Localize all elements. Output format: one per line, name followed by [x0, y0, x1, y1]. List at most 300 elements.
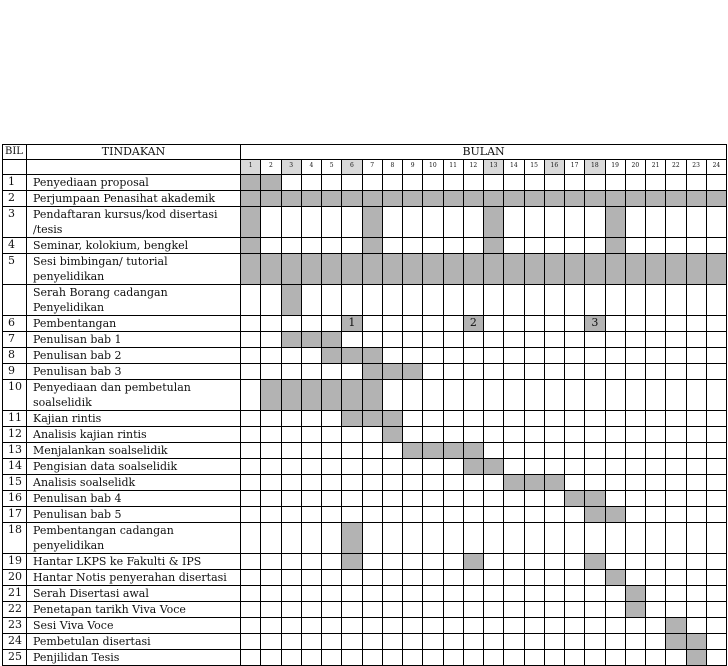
empty-month-cell: [706, 554, 726, 570]
empty-month-cell: [301, 554, 321, 570]
empty-month-cell: [261, 554, 281, 570]
filled-month-cell: [463, 254, 483, 285]
empty-month-cell: [484, 523, 504, 554]
row-bil-number: 8: [3, 348, 27, 364]
empty-month-cell: [382, 634, 402, 650]
filled-month-cell: [544, 254, 564, 285]
filled-month-cell: [686, 191, 706, 207]
empty-month-cell: [666, 459, 686, 475]
empty-month-cell: [625, 285, 645, 316]
empty-month-cell: [504, 364, 524, 380]
row-bil-number: 11: [3, 411, 27, 427]
empty-month-cell: [585, 348, 605, 364]
empty-month-cell: [382, 554, 402, 570]
empty-month-cell: [403, 348, 423, 364]
empty-month-cell: [565, 348, 585, 364]
filled-month-cell: [625, 191, 645, 207]
empty-month-cell: [403, 650, 423, 666]
row-bil-number: 24: [3, 634, 27, 650]
schedule-row: [3, 507, 727, 523]
empty-month-cell: [261, 618, 281, 634]
empty-month-cell: [443, 332, 463, 348]
empty-month-cell: [443, 459, 463, 475]
filled-month-cell: [322, 191, 342, 207]
filled-month-cell: [342, 191, 362, 207]
empty-month-cell: [565, 459, 585, 475]
filled-month-cell: [241, 175, 261, 191]
empty-month-cell: [322, 523, 342, 554]
empty-month-cell: [463, 332, 483, 348]
empty-month-cell: [686, 602, 706, 618]
empty-month-cell: [544, 238, 564, 254]
empty-month-cell: [443, 650, 463, 666]
schedule-row: [3, 411, 727, 427]
empty-month-cell: [484, 618, 504, 634]
empty-month-cell: [544, 332, 564, 348]
row-bil-number: 12: [3, 427, 27, 443]
empty-month-cell: [484, 602, 504, 618]
filled-month-cell: [504, 475, 524, 491]
header-row: [3, 145, 727, 160]
empty-month-cell: [463, 238, 483, 254]
empty-month-cell: [241, 570, 261, 586]
empty-month-cell: [301, 175, 321, 191]
schedule-row: [3, 175, 727, 191]
row-bil-number: 7: [3, 332, 27, 348]
empty-month-cell: [301, 207, 321, 238]
empty-month-cell: [544, 459, 564, 475]
empty-month-cell: [646, 175, 666, 191]
empty-month-cell: [666, 602, 686, 618]
filled-month-cell: [585, 191, 605, 207]
empty-month-cell: [706, 443, 726, 459]
empty-month-cell: [484, 364, 504, 380]
empty-month-cell: [565, 332, 585, 348]
empty-month-cell: [301, 316, 321, 332]
empty-month-cell: [342, 207, 362, 238]
empty-month-cell: [443, 475, 463, 491]
empty-month-cell: [666, 316, 686, 332]
empty-month-cell: [423, 618, 443, 634]
empty-month-cell: [646, 634, 666, 650]
filled-month-cell: [666, 254, 686, 285]
filled-month-cell: [443, 191, 463, 207]
empty-month-cell: [281, 443, 301, 459]
empty-month-cell: [443, 316, 463, 332]
empty-month-cell: [484, 332, 504, 348]
empty-month-cell: [625, 507, 645, 523]
month-number-1: 1: [241, 160, 261, 175]
empty-month-cell: [261, 475, 281, 491]
empty-month-cell: [706, 459, 726, 475]
empty-month-cell: [463, 570, 483, 586]
empty-month-cell: [504, 554, 524, 570]
empty-month-cell: [544, 380, 564, 411]
empty-month-cell: [322, 618, 342, 634]
empty-month-cell: [524, 207, 544, 238]
month-number-11: 11: [443, 160, 463, 175]
month-row-activity-blank: [27, 160, 241, 175]
empty-month-cell: [544, 316, 564, 332]
empty-month-cell: [504, 316, 524, 332]
empty-month-cell: [585, 411, 605, 427]
empty-month-cell: [342, 586, 362, 602]
filled-month-cell: [322, 254, 342, 285]
empty-month-cell: [524, 411, 544, 427]
month-number-4: 4: [301, 160, 321, 175]
empty-month-cell: [342, 459, 362, 475]
empty-month-cell: [686, 175, 706, 191]
empty-month-cell: [322, 491, 342, 507]
empty-month-cell: [443, 554, 463, 570]
empty-month-cell: [585, 175, 605, 191]
empty-month-cell: [281, 348, 301, 364]
schedule-row: [3, 332, 727, 348]
empty-month-cell: [706, 364, 726, 380]
empty-month-cell: [322, 602, 342, 618]
empty-month-cell: [484, 650, 504, 666]
row-bil-number: 18: [3, 523, 27, 554]
empty-month-cell: [261, 507, 281, 523]
row-bil-number: 4: [3, 238, 27, 254]
empty-month-cell: [565, 650, 585, 666]
schedule-row: [3, 475, 727, 491]
empty-month-cell: [646, 507, 666, 523]
filled-month-cell: [403, 364, 423, 380]
filled-month-cell: [403, 443, 423, 459]
empty-month-cell: [666, 570, 686, 586]
empty-month-cell: [565, 411, 585, 427]
empty-month-cell: [666, 507, 686, 523]
empty-month-cell: [706, 491, 726, 507]
row-activity-label: Analisis kajian rintis: [27, 427, 241, 443]
filled-month-cell: [382, 191, 402, 207]
empty-month-cell: [524, 427, 544, 443]
filled-month-cell: [362, 364, 382, 380]
empty-month-cell: [646, 332, 666, 348]
empty-month-cell: [686, 507, 706, 523]
empty-month-cell: [301, 507, 321, 523]
empty-month-cell: [625, 459, 645, 475]
empty-month-cell: [241, 459, 261, 475]
month-number-16: 16: [544, 160, 564, 175]
empty-month-cell: [565, 364, 585, 380]
month-number-17: 17: [565, 160, 585, 175]
empty-month-cell: [504, 523, 524, 554]
empty-month-cell: [706, 332, 726, 348]
empty-month-cell: [403, 207, 423, 238]
empty-month-cell: [666, 364, 686, 380]
empty-month-cell: [625, 332, 645, 348]
empty-month-cell: [342, 238, 362, 254]
filled-month-cell: [686, 634, 706, 650]
empty-month-cell: [686, 285, 706, 316]
empty-month-cell: [706, 618, 726, 634]
row-bil-number: 23: [3, 618, 27, 634]
empty-month-cell: [382, 443, 402, 459]
empty-month-cell: [342, 332, 362, 348]
empty-month-cell: [281, 554, 301, 570]
empty-month-cell: [301, 491, 321, 507]
filled-month-cell: [524, 254, 544, 285]
filled-month-cell: [524, 475, 544, 491]
empty-month-cell: [666, 285, 686, 316]
empty-month-cell: [605, 602, 625, 618]
empty-month-cell: [241, 523, 261, 554]
filled-month-cell: [605, 254, 625, 285]
empty-month-cell: [585, 364, 605, 380]
empty-month-cell: [403, 175, 423, 191]
empty-month-cell: [706, 523, 726, 554]
row-activity-label: Analisis soalselidk: [27, 475, 241, 491]
empty-month-cell: [605, 380, 625, 411]
empty-month-cell: [504, 175, 524, 191]
empty-month-cell: [423, 554, 443, 570]
schedule-row: [3, 238, 727, 254]
empty-month-cell: [585, 427, 605, 443]
empty-month-cell: [403, 634, 423, 650]
empty-month-cell: [646, 475, 666, 491]
empty-month-cell: [261, 207, 281, 238]
empty-month-cell: [241, 348, 261, 364]
filled-month-cell: [241, 238, 261, 254]
row-bil-number: 16: [3, 491, 27, 507]
schedule-row: [3, 427, 727, 443]
empty-month-cell: [524, 570, 544, 586]
empty-month-cell: [322, 207, 342, 238]
filled-month-cell: [322, 348, 342, 364]
empty-month-cell: [504, 507, 524, 523]
empty-month-cell: [403, 586, 423, 602]
filled-month-cell: [605, 238, 625, 254]
empty-month-cell: [241, 475, 261, 491]
empty-month-cell: [342, 175, 362, 191]
empty-month-cell: [261, 364, 281, 380]
filled-month-cell: 2: [463, 316, 483, 332]
month-number-13: 13: [484, 160, 504, 175]
empty-month-cell: [625, 364, 645, 380]
empty-month-cell: [423, 523, 443, 554]
empty-month-cell: [544, 411, 564, 427]
empty-month-cell: [342, 618, 362, 634]
filled-month-cell: [646, 191, 666, 207]
month-number-5: 5: [322, 160, 342, 175]
empty-month-cell: [403, 411, 423, 427]
empty-month-cell: [605, 650, 625, 666]
header-months: BULAN: [241, 145, 727, 160]
empty-month-cell: [524, 586, 544, 602]
month-number-22: 22: [666, 160, 686, 175]
filled-month-cell: [342, 380, 362, 411]
empty-month-cell: [443, 634, 463, 650]
empty-month-cell: [686, 618, 706, 634]
empty-month-cell: [322, 475, 342, 491]
filled-month-cell: [362, 348, 382, 364]
empty-month-cell: [504, 634, 524, 650]
empty-month-cell: [443, 411, 463, 427]
empty-month-cell: [423, 238, 443, 254]
empty-month-cell: [261, 602, 281, 618]
empty-month-cell: [585, 207, 605, 238]
row-activity-label: Pembentangan cadangan penyelidikan: [27, 523, 241, 554]
empty-month-cell: [241, 650, 261, 666]
empty-month-cell: [585, 332, 605, 348]
empty-month-cell: [666, 586, 686, 602]
empty-month-cell: [281, 207, 301, 238]
filled-month-cell: [443, 254, 463, 285]
empty-month-cell: [362, 586, 382, 602]
empty-month-cell: [403, 332, 423, 348]
filled-month-cell: [686, 254, 706, 285]
empty-month-cell: [524, 380, 544, 411]
empty-month-cell: [565, 285, 585, 316]
empty-month-cell: [646, 364, 666, 380]
filled-month-cell: [241, 254, 261, 285]
filled-month-cell: 1: [342, 316, 362, 332]
schedule-row: [3, 285, 727, 316]
empty-month-cell: [605, 411, 625, 427]
empty-month-cell: [403, 238, 423, 254]
empty-month-cell: [646, 238, 666, 254]
filled-month-cell: 3: [585, 316, 605, 332]
empty-month-cell: [585, 602, 605, 618]
empty-month-cell: [301, 443, 321, 459]
row-bil-number: 19: [3, 554, 27, 570]
filled-month-cell: [666, 191, 686, 207]
row-activity-label: Kajian rintis: [27, 411, 241, 427]
filled-month-cell: [301, 332, 321, 348]
empty-month-cell: [565, 634, 585, 650]
empty-month-cell: [241, 285, 261, 316]
empty-month-cell: [443, 507, 463, 523]
row-bil-number: 10: [3, 380, 27, 411]
empty-month-cell: [625, 491, 645, 507]
empty-month-cell: [301, 427, 321, 443]
empty-month-cell: [565, 507, 585, 523]
schedule-row: [3, 348, 727, 364]
empty-month-cell: [625, 650, 645, 666]
empty-month-cell: [322, 507, 342, 523]
empty-month-cell: [686, 427, 706, 443]
empty-month-cell: [443, 207, 463, 238]
empty-month-cell: [565, 316, 585, 332]
schedule-row: [3, 380, 727, 411]
empty-month-cell: [443, 491, 463, 507]
filled-month-cell: [281, 191, 301, 207]
filled-month-cell: [342, 348, 362, 364]
empty-month-cell: [504, 332, 524, 348]
empty-month-cell: [342, 427, 362, 443]
empty-month-cell: [686, 491, 706, 507]
empty-month-cell: [625, 634, 645, 650]
empty-month-cell: [504, 586, 524, 602]
empty-month-cell: [565, 443, 585, 459]
filled-month-cell: [362, 207, 382, 238]
empty-month-cell: [605, 586, 625, 602]
empty-month-cell: [403, 459, 423, 475]
empty-month-cell: [403, 602, 423, 618]
empty-month-cell: [362, 475, 382, 491]
empty-month-cell: [565, 475, 585, 491]
empty-month-cell: [666, 207, 686, 238]
empty-month-cell: [706, 602, 726, 618]
empty-month-cell: [706, 475, 726, 491]
empty-month-cell: [484, 316, 504, 332]
empty-month-cell: [686, 411, 706, 427]
empty-month-cell: [646, 602, 666, 618]
empty-month-cell: [625, 316, 645, 332]
empty-month-cell: [565, 175, 585, 191]
empty-month-cell: [423, 364, 443, 380]
empty-month-cell: [403, 491, 423, 507]
empty-month-cell: [301, 586, 321, 602]
empty-month-cell: [524, 507, 544, 523]
month-number-12: 12: [463, 160, 483, 175]
empty-month-cell: [382, 316, 402, 332]
empty-month-cell: [241, 618, 261, 634]
empty-month-cell: [261, 491, 281, 507]
empty-month-cell: [423, 316, 443, 332]
empty-month-cell: [423, 285, 443, 316]
empty-month-cell: [281, 602, 301, 618]
empty-month-cell: [463, 364, 483, 380]
empty-month-cell: [524, 316, 544, 332]
empty-month-cell: [322, 650, 342, 666]
empty-month-cell: [301, 475, 321, 491]
empty-month-cell: [281, 364, 301, 380]
empty-month-cell: [706, 238, 726, 254]
empty-month-cell: [605, 459, 625, 475]
schedule-row: [3, 554, 727, 570]
month-number-7: 7: [362, 160, 382, 175]
empty-month-cell: [301, 459, 321, 475]
empty-month-cell: [605, 285, 625, 316]
month-row-bil-blank: [3, 160, 27, 175]
empty-month-cell: [463, 380, 483, 411]
empty-month-cell: [544, 586, 564, 602]
schedule-row: [3, 586, 727, 602]
empty-month-cell: [322, 586, 342, 602]
filled-month-cell: [362, 238, 382, 254]
filled-month-cell: [484, 459, 504, 475]
empty-month-cell: [686, 459, 706, 475]
empty-month-cell: [565, 207, 585, 238]
empty-month-cell: [463, 586, 483, 602]
empty-month-cell: [706, 427, 726, 443]
filled-month-cell: [585, 254, 605, 285]
empty-month-cell: [241, 411, 261, 427]
empty-month-cell: [484, 348, 504, 364]
empty-month-cell: [241, 586, 261, 602]
empty-month-cell: [524, 364, 544, 380]
empty-month-cell: [544, 207, 564, 238]
filled-month-cell: [423, 443, 443, 459]
schedule-row: [3, 443, 727, 459]
filled-month-cell: [423, 254, 443, 285]
empty-month-cell: [605, 348, 625, 364]
row-activity-label: Hantar Notis penyerahan disertasi: [27, 570, 241, 586]
month-number-10: 10: [423, 160, 443, 175]
empty-month-cell: [382, 332, 402, 348]
schedule-row: [3, 650, 727, 666]
empty-month-cell: [362, 523, 382, 554]
empty-month-cell: [666, 175, 686, 191]
empty-month-cell: [504, 427, 524, 443]
empty-month-cell: [261, 459, 281, 475]
empty-month-cell: [261, 586, 281, 602]
filled-month-cell: [544, 475, 564, 491]
empty-month-cell: [666, 238, 686, 254]
